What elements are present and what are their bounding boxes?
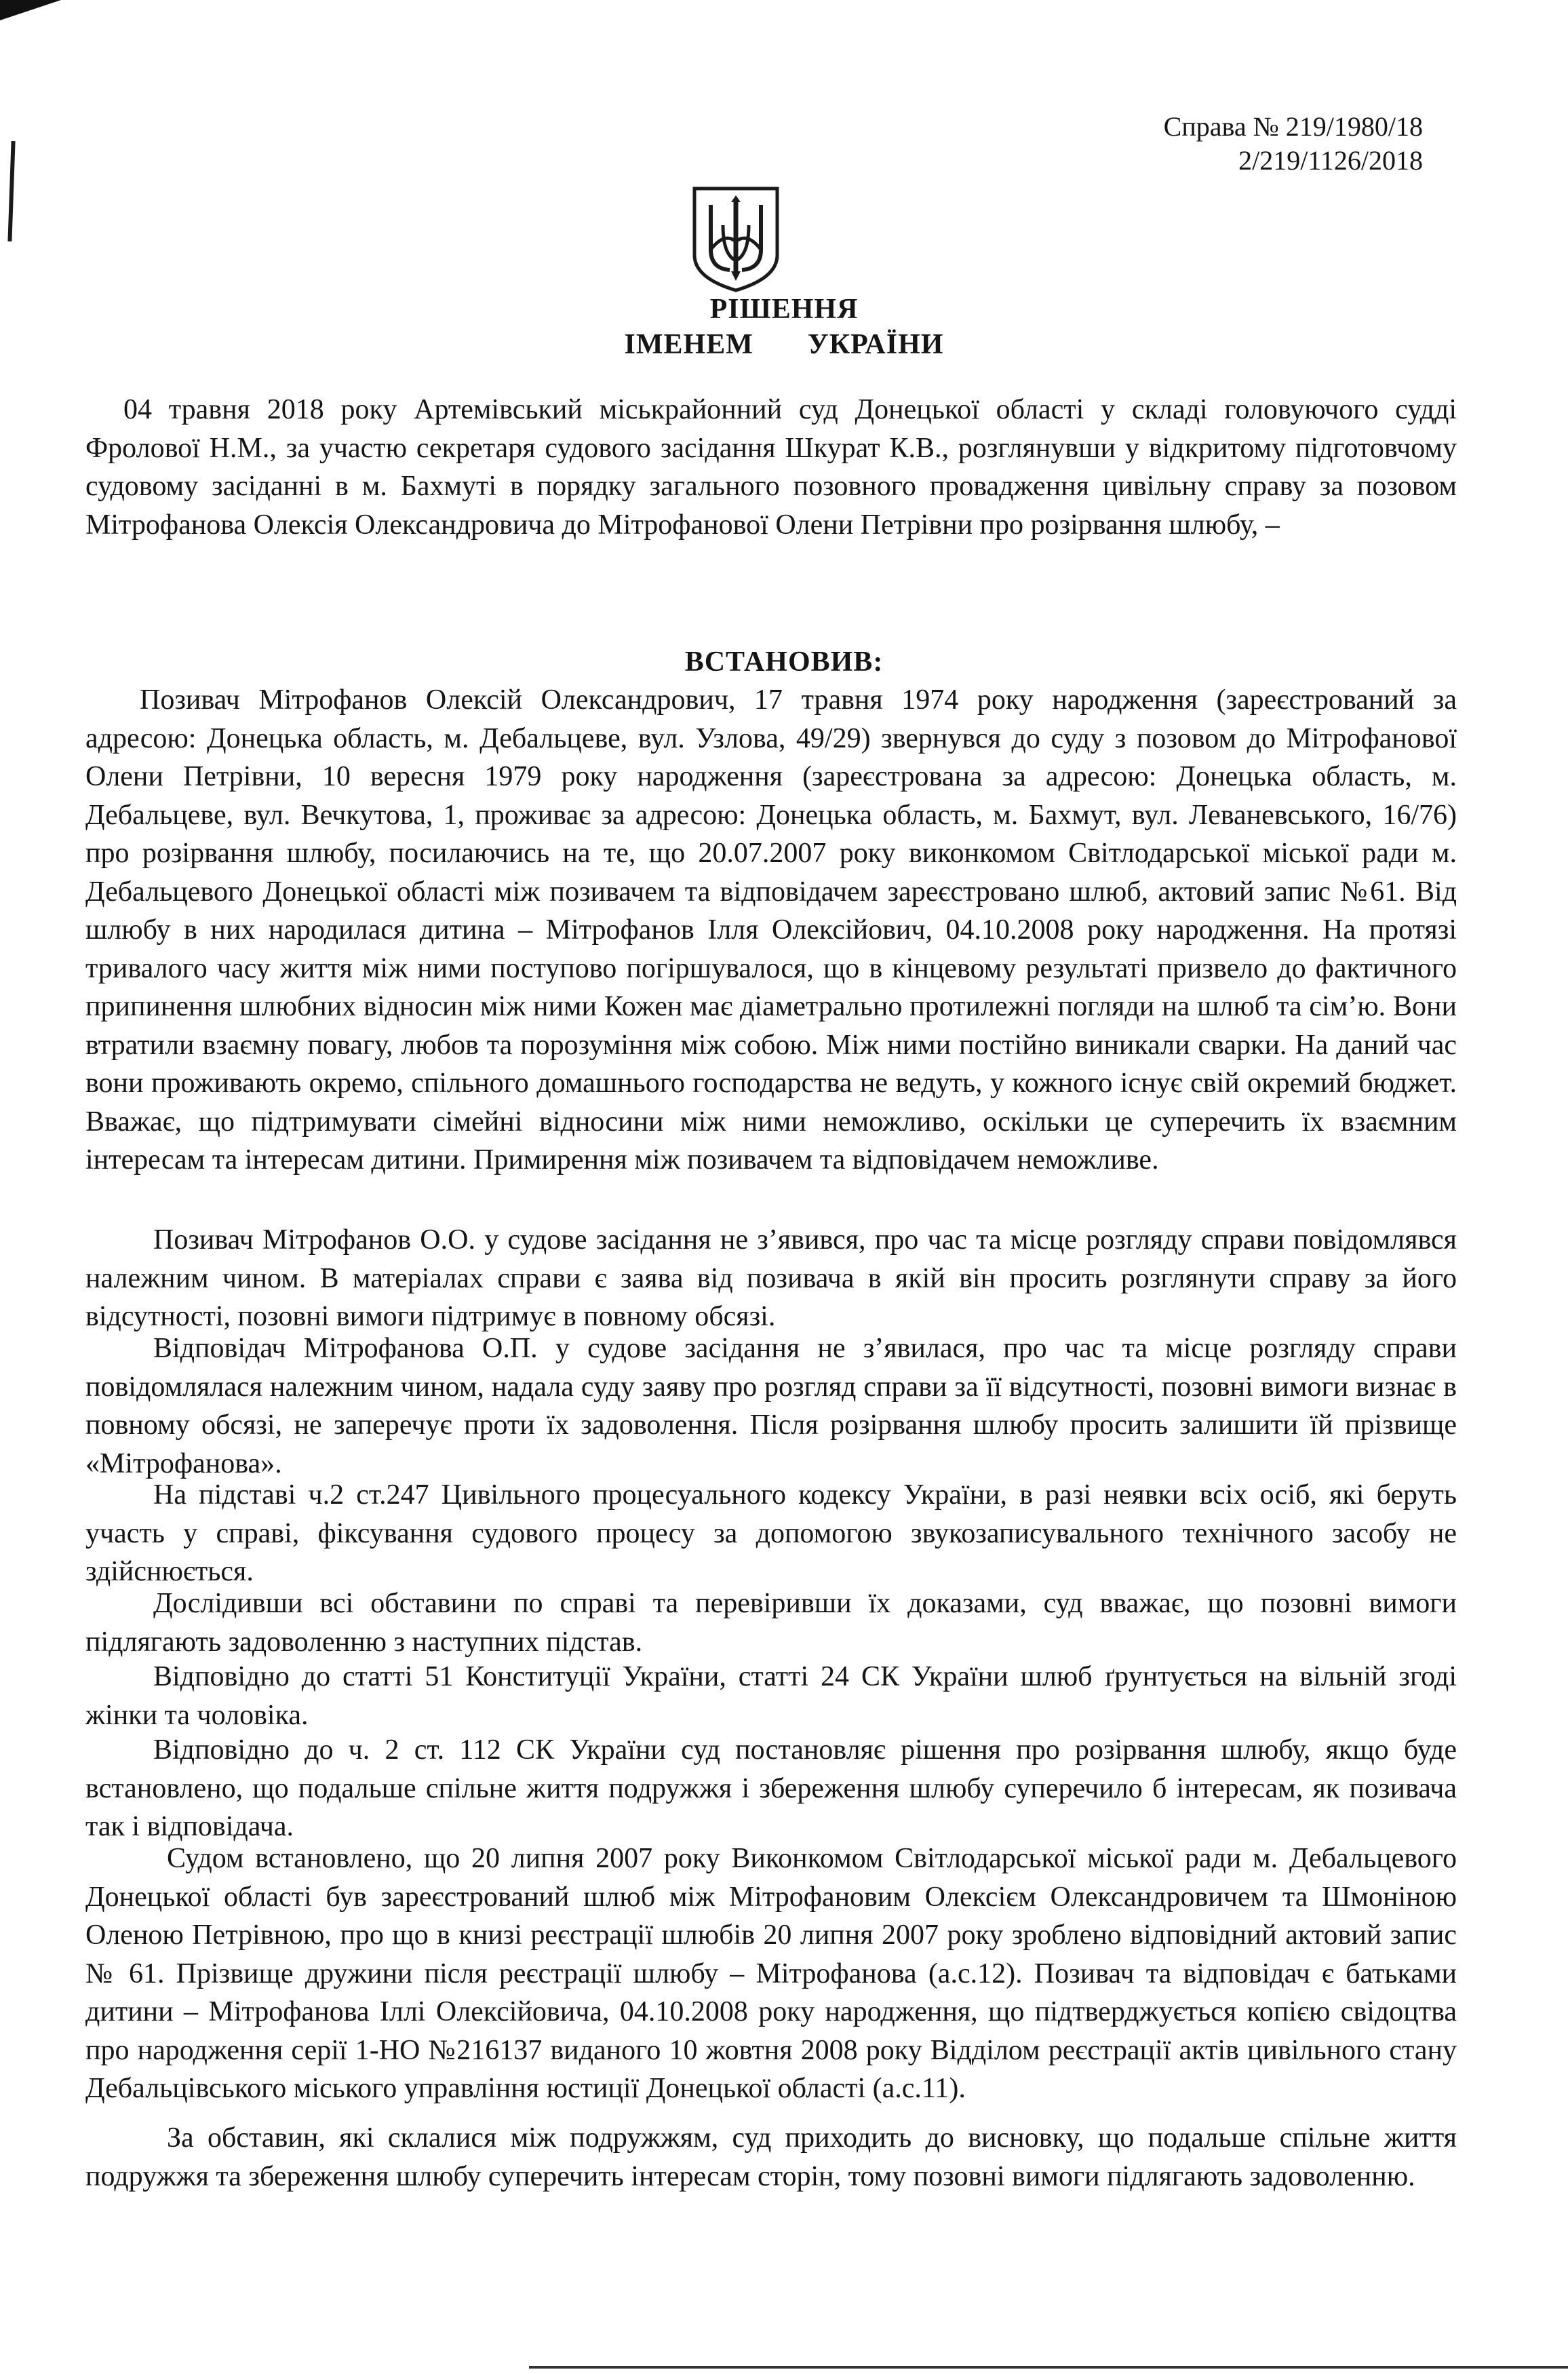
conclusion-paragraph: За обставин, які склалися між подружжям, суд приходить до висновку, що подальше спільне життя подружжя та збереження шлюбу суперечить інтересам сторін, тому позовні вимоги підлягають задоволенню.	[85, 2122, 1457, 2192]
margin-pen-mark	[7, 141, 15, 241]
claim-paragraph: Позивач Мітрофанов Олексій Олександрович, 17 травня 1974 року народження (зареєстрований за адресою: Донецька область, м. Дебальцеве, вул. Узлова, 49/29) звернувся до суду з позовом до Мітрофанової Олени Петрівни, 10 вересня 1979 року народження (зареєстрована за адресою: Донецька область, м. Дебальцеве, вул. Вечкутова, 1, проживає за адресою: Донецька область, м. Бахмут, вул. Леваневського, 16/76) про розірвання шлюбу, посилаючись на те, що 20.07.2007 року виконкомом Світлодарської міської ради м. Дебальцевого Донецької області між позивачем та відповідачем зареєстровано шлюб, актовий запис №61. Від шлюбу в них народилася дитина – Мітрофанов Ілля Олексійович, 04.10.2008 року народження. На протязі тривалого часу життя між ними поступово погіршувалося, що в кінцевому результаті призвело до фактичного припинення шлюбних відносин між ними Кожен має діаметрально протилежні погляди на шлюб та сім’ю. Вони втратили взаємну повагу, любов та порозуміння між собою. Між ними постійно виникали сварки. На даний час вони проживають окремо, спільного домашнього господарства не ведуть, у кожного існує свій окремий бюджет. Вважає, що підтримувати сімейні відносини між ними неможливо, оскільки це суперечить їх взаємним інтересам та інтересам дитини. Примирення між позивачем та відповідачем неможливе.	[85, 684, 1457, 1175]
case-number-secondary: 2/219/1126/2018	[1238, 145, 1423, 176]
in-the-name-of-ukraine	[0, 328, 1568, 361]
established-heading: ВСТАНОВИВ:	[684, 646, 884, 678]
constitution-paragraph: Відповідно до статті 51 Конституції України, статті 24 СК України шлюб ґрунтується на вільній згоді жінки та чоловіка.	[85, 1661, 1457, 1731]
decision-title: РІШЕННЯ	[709, 294, 859, 325]
defendant-absence-paragraph: Відповідач Мітрофанова О.П. у судове засідання не з’явилася, про час та місце розгляду справи повідомлялася належним чином, надала суду заяву про розгляд справи за її відсутності, позовні вимоги визнає в повному обсязі, не заперечує проти їх задоволення. Після розірвання шлюбу просить залишити їй прізвище «Мітрофанова».	[85, 1333, 1457, 1479]
coat-of-arms-of-ukraine-icon	[690, 184, 781, 293]
case-number-primary: Справа № 219/1980/18	[1163, 111, 1423, 142]
court-established-paragraph: Судом встановлено, що 20 липня 2007 року Виконкомом Світлодарської міської ради м. Дебальцевого Донецької області був зареєстрований шлюб між Мітрофановим Олексієм Олександровичем та Шмоніною Оленою Петрівною, про що в книзі реєстрації шлюбів 20 липня 2007 року зроблено відповідний актовий запис № 61. Прізвище дружини після реєстрації шлюбу – Мітрофанова (а.с.12). Позивач та відповідач є батьками дитини – Мітрофанова Іллі Олексійовича, 04.10.2008 року народження, що підтверджується копією свідоцтва про народження серії 1-НО №216137 виданого 10 жовтня 2008 року Відділом реєстрації актів цивільного стану Дебальцівського міського управління юстиції Донецької області (а.с.11).	[85, 1843, 1457, 2104]
recording-paragraph: На підставі ч.2 ст.247 Цивільного процесуального кодексу України, в разі неявки всіх осіб, які беруть участь у справі, фіксування судового процесу за допомогою звукозаписувального технічного засобу не здійснюється.	[85, 1479, 1457, 1587]
intro-paragraph: 04 травня 2018 року Артемівський міськрайонний суд Донецької області у складі головуючого судді Фролової Н.М., за участю секретаря судового засідання Шкурат К.В., розглянувши у відкритому підготовчому судовому засіданні в м. Бахмуті в порядку загального позовного провадження цивільну справу за позовом Мітрофанова Олексія Олександровича до Мітрофанової Олени Петрівни про розірвання шлюбу, –	[85, 394, 1457, 541]
name-of-word-2: УКРАЇНИ	[807, 329, 944, 360]
plaintiff-absence-paragraph: Позивач Мітрофанов О.О. у судове засідання не з’явився, про час та місце розгляду справи повідомлявся належним чином. В матеріалах справи є заява від позивача в якій він просить розглянути справу за його відсутності, позовні вимоги підтримує в повному обсязі.	[85, 1224, 1457, 1332]
name-of-word-1: ІМЕНЕМ	[624, 329, 753, 360]
page-bottom-rule	[529, 2366, 1568, 2369]
scan-corner-artifact	[0, 0, 61, 20]
case-numbers	[1164, 110, 1423, 178]
findings-paragraph: Дослідивши всі обставини по справі та перевіривши їх доказами, суд вважає, що позовні вимоги підлягають задоволенню з наступних підстав.	[85, 1588, 1457, 1658]
family-code-paragraph: Відповідно до ч. 2 ст. 112 СК України суд постановляє рішення про розірвання шлюбу, якщо буде встановлено, що подальше спільне життя подружжя і збереження шлюбу суперечило б інтересам, як позивача так і відповідача.	[85, 1734, 1457, 1842]
